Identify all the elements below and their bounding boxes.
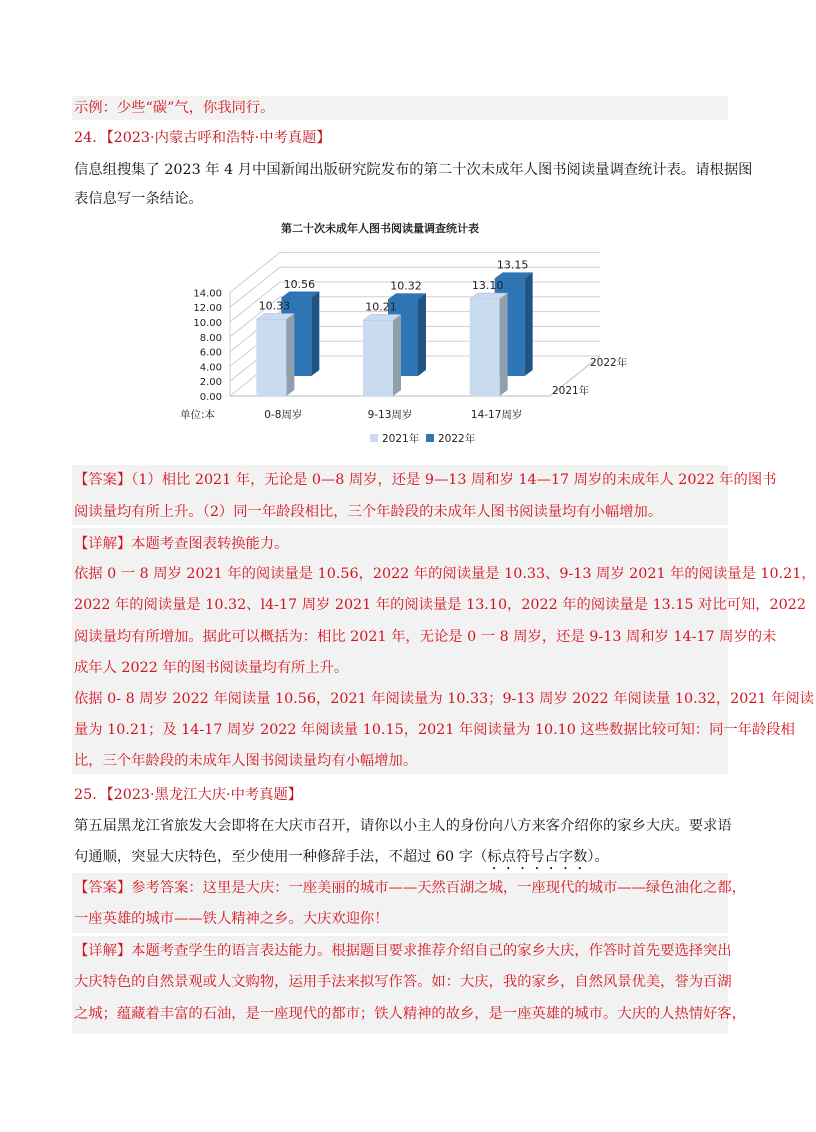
q25-detail-line: 【详解】本题考查学生的语言表达能力。根据题目要求推荐介绍自己的家乡大庆，作答时首先要选择突出: [74, 943, 732, 959]
depth-label: 2022年: [590, 357, 628, 369]
y-tick-label: 8.00: [199, 332, 222, 344]
q24-detail-line: 依据 0 一 8 周岁 2021 年的阅读量是 10.56，2022 年的阅读量是 10.33、9-13 周岁 2021 年的阅读量是 10.21，: [74, 566, 816, 582]
y-tick-label: 4.00: [199, 362, 222, 374]
q25-answer-line: 【答案】参考答案：这里是大庆：一座美丽的城市——天然百湖之城，一座现代的城市——绿色油化之都，: [74, 880, 746, 896]
legend-label: 2022年: [438, 433, 476, 445]
legend-swatch: [370, 434, 378, 442]
q24-answer-line: 【答案】（1）相比 2021 年，无论是 0—8 周岁，还是 9—13 周和岁 14—17 周岁的未成年人 2022 年的图书: [74, 472, 777, 488]
q24-detail-line: 成年人 2022 年的图书阅读量均有所上升。: [74, 660, 349, 676]
q24-detail-line: 2022 年的阅读量是 10.32、l4-17 周岁 2021 年的阅读量是 13.10，2022 年的阅读量是 13.15 对比可知，2022: [74, 597, 806, 613]
depth-label: 2021年: [552, 385, 590, 397]
y-tick-label: 12.00: [193, 303, 222, 315]
data-label: 10.56: [283, 277, 316, 291]
q24-detail-line: 依据 0- 8 周岁 2022 年阅读量 10.56，2021 年阅读量为 10.33；9-13 周岁 2022 年阅读量 10.32，2021 年阅读: [74, 691, 814, 707]
grid-line: [230, 252, 280, 292]
q25-answer-line: 一座英雄的城市——铁人精神之乡。大庆欢迎你！: [74, 911, 389, 927]
bar-side: [393, 314, 401, 396]
unit-label: 单位:本: [180, 409, 216, 421]
x-tick-label: 0-8周岁: [264, 409, 303, 421]
data-label: 10.33: [258, 299, 291, 313]
q24-detail-line: 阅读量均有所增加。据此可以概括为：相比 2021 年，无论是 0 一 8 周岁，还是 9-13 周和岁 14-17 周岁的未: [74, 629, 777, 645]
y-tick-label: 0.00: [199, 392, 222, 403]
data-label: 10.32: [390, 279, 422, 293]
q24-stem-line-2: 表信息写一条结论。: [74, 191, 203, 207]
q24-number: 24．: [74, 130, 107, 146]
q24-answer-line: 阅读量均有所上升。（2）同一年龄段相比，三个年龄段的未成年人图书阅读量均有小幅增加。: [74, 504, 663, 520]
chart-title: 第二十次未成年人图书阅读量调查统计表: [281, 222, 479, 235]
example-line: 示例：少些“碳”气，你我同行。: [74, 100, 275, 116]
q25-number: 25．: [74, 787, 107, 803]
q25-emphasis-text: 标点符号占字数: [487, 849, 588, 865]
q25-stem-text: 句通顺，突显大庆特色，至少使用一种修辞手法，不超过 60 字（: [74, 849, 488, 865]
x-tick-label: 9-13周岁: [367, 409, 413, 421]
data-label: 13.10: [471, 279, 504, 293]
bar-side: [500, 293, 508, 396]
y-tick-label: 2.00: [199, 377, 222, 389]
q24-detail-line: 比，三个年龄段的未成年人图书阅读量均有小幅增加。: [74, 753, 418, 769]
q25-stem-line-1: 第五届黑龙江省旅发大会即将在大庆市召开，请你以小主人的身份向八方来客介绍你的家乡大庆。要求语: [74, 818, 732, 834]
bar-side: [311, 292, 319, 376]
data-label: 10.21: [365, 300, 397, 314]
legend-swatch: [426, 434, 434, 442]
q25-heading: [74, 785, 728, 805]
q25-source-tag: 【2023·黑龙江大庆·中考真题】: [106, 787, 303, 803]
q25-detail-line: 之城；蕴藏着丰富的石油，是一座现代的都市；铁人精神的故乡，是一座英雄的城市。大庆的人热情好客，: [74, 1006, 746, 1022]
bar-side: [286, 314, 294, 396]
bar-side: [525, 273, 533, 376]
y-tick-label: 10.00: [193, 318, 222, 329]
bar-side: [418, 294, 426, 376]
q25-stem-text-end: ）。: [587, 849, 609, 865]
q24-detail-line: 量为 10.21；及 14-17 周岁 2022 年阅读量 10.15，2021 年阅读量为 10.10 这些数据比较可知：同一年龄段相: [74, 722, 795, 738]
bar-2021年: [470, 299, 500, 396]
data-label: 13.15: [496, 258, 529, 272]
q25-detail-line: 大庆特色的自然景观或人文购物，运用手法来拟写作答。如：大庆，我的家乡，自然风景优美，誉为百湖: [74, 974, 732, 990]
q24-source-tag: 【2023·内蒙古呼和浩特·中考真题】: [106, 130, 331, 146]
q24-detail-line: 【详解】本题考查图表转换能力。: [74, 536, 289, 552]
reading-chart: [180, 214, 628, 454]
q24-heading: [74, 128, 728, 148]
y-tick-label: 6.00: [199, 347, 222, 359]
y-tick-label: 14.00: [193, 288, 222, 300]
bar-2021年: [256, 320, 286, 396]
q24-stem-line-1: 信息组搜集了 2023 年 4 月中国新闻出版研究院发布的第二十次未成年人图书阅读量调查统计表。请根据图: [74, 162, 753, 178]
legend-label: 2021年: [382, 433, 420, 445]
x-tick-label: 14-17周岁: [470, 409, 523, 421]
q25-stem-line-2: [74, 846, 728, 873]
bar-2021年: [363, 320, 393, 396]
